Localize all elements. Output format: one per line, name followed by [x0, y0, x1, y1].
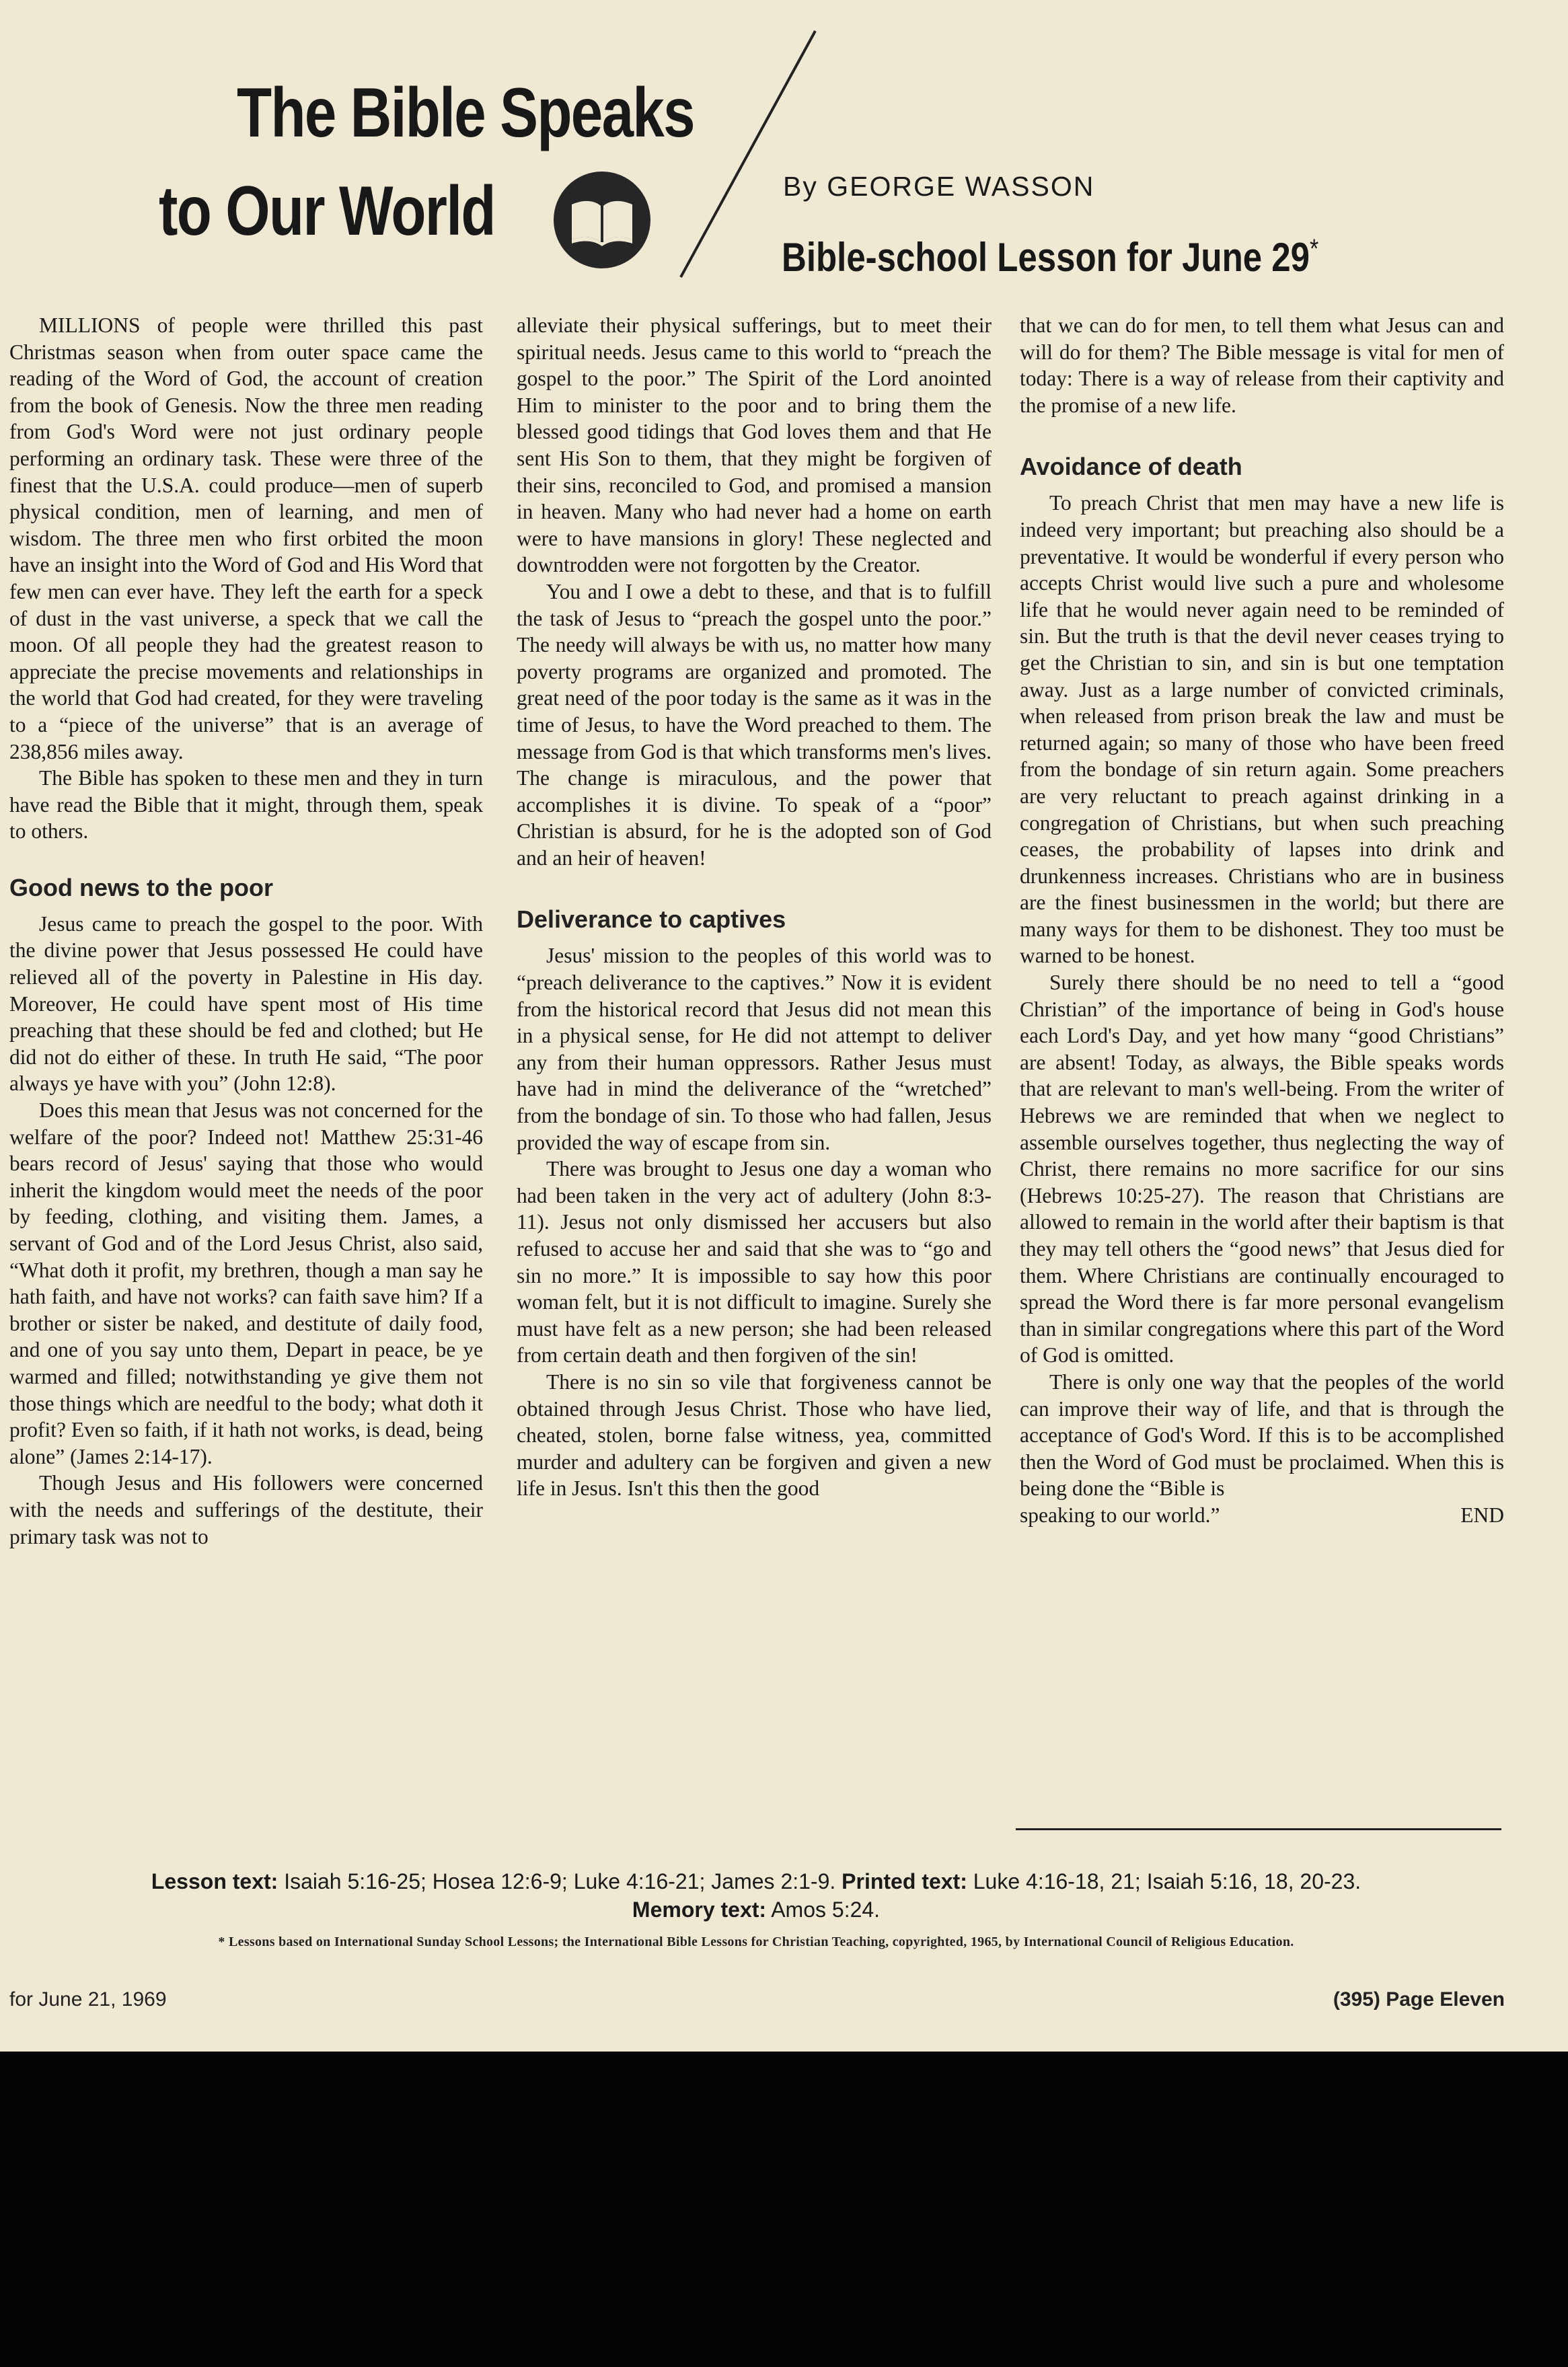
memory-text-refs: Amos 5:24.: [771, 1898, 881, 1922]
paragraph: You and I owe a debt to these, and that is to fulfill the task of Jesus to “preach the gospel unto the poor.” The needy will always be with us, no matter how many poverty programs are organized and promoted. The great need of the poor today is the same as it was in the time of Jesus, to have the Word preached to them. The message from God is that which transforms men's lives. The change is miraculous, and the power that accomplishes it is divine. To speak of a “poor” Christian is absurd, for he is the adopted son of God and an heir of heaven!: [517, 579, 992, 870]
paragraph: Jesus came to preach the gospel to the poor. With the divine power that Jesus possessed He could have relieved all of the poverty in Palestine in His day. Moreover, He could have spent most of His time preaching that these should be fed and clothed; but He did not do either of these. In truth He said, “The poor always ye have with you” (John 12:8).: [9, 911, 483, 1096]
text-column-1: [9, 312, 483, 1550]
open-book-icon: [552, 170, 652, 270]
lesson-references: [9, 1867, 1503, 1924]
closing-text: speaking to our world.”: [1020, 1503, 1220, 1527]
lesson-line-2: [9, 1895, 1503, 1924]
paragraph: To preach Christ that men may have a new life is indeed very important; but preaching also should be a preventative. It would be wonderful if every person who accepts Christ would live such a pure and wholesome life that he would never again need to be reminded of sin. But the truth is that the devil never ceases trying to get the Christian to sin, and sin is but one temptation away. Just as a large number of convicted criminals, when released from prison break the law and must be returned again; so many of those who have been freed from the bondage of sin return again. Some preachers are very reluctant to preach against drinking in a congregation of Christians, but when such preaching ceases, the probability of lapses into drink and drunkenness increases. Christians who are in business are the finest businessmen in the world; but there are many ways for them to be dishonest. They too must be warned to be honest.: [1020, 491, 1504, 968]
section-heading-avoidance: Avoidance of death: [1020, 453, 1242, 481]
lesson-line-1: [9, 1867, 1503, 1895]
paragraph: Does this mean that Jesus was not concerned for the welfare of the poor? Indeed not! Matthew 25:31-46 bears record of Jesus' saying that those who would inherit the kingdom would meet the needs of the poor by feeding, clothing, and visiting them. James, a servant of God and of the Lord Jesus Christ, also said, “What doth it profit, my brethren, though a man say he hath faith, and have not works? can faith save him? If a brother or sister be naked, and destitute of daily food, and one of you say unto them, Depart in peace, be ye warmed and filled; notwithstanding ye give them not those things which are needful to the body; what doth it profit? Even so faith, if it hath not works, is dead, being alone” (James 2:14-17).: [9, 1098, 483, 1468]
paragraph: Jesus' mission to the peoples of this world was to “preach deliverance to the captives.” Now it is evident from the historical record that Jesus did not mean this in a physical sense, for He did not attempt to deliver any from their human oppressors. Rather Jesus must have had in mind the deliverance of the “wretched” from the bondage of sin. To those who had fallen, Jesus provided the way of escape from sin.: [517, 944, 992, 1154]
paragraph: There is no sin so vile that forgiveness cannot be obtained through Jesus Christ. Those who have lied, cheated, stolen, borne false witness, yea, committed murder and adultery can be forgiven and given a new life in Jesus. Isn't this then the good: [517, 1369, 992, 1501]
lesson-heading: [782, 234, 1318, 280]
page-number: (395) Page Eleven: [1333, 1988, 1505, 2011]
printed-text-refs: Luke 4:16-18, 21; Isaiah 5:16, 18, 20-23.: [973, 1869, 1361, 1893]
author-byline: By GEORGE WASSON: [783, 171, 1095, 202]
paragraph: Though Jesus and His followers were concerned with the needs and sufferings of the destitute, their primary task was not to: [9, 1471, 483, 1548]
lesson-text-label: Lesson text:: [151, 1869, 278, 1893]
scan-background: [0, 2052, 1568, 2367]
article-title-line-1: The Bible Speaks: [237, 74, 694, 152]
end-divider: [1016, 1828, 1501, 1830]
text-column-3: [1020, 312, 1504, 1529]
lesson-heading-text: Bible-school Lesson for June 29: [782, 235, 1310, 280]
closing-line: [1020, 1502, 1504, 1529]
paragraph: alleviate their physical sufferings, but to meet their spiritual needs. Jesus came to this world to “preach the gospel to the poor.” The Spirit of the Lord anointed Him to minister to the poor and to bring them the blessed good tidings that God loves them and that He sent His Son to them, that they might be forgiven of their sins, reconciled to God, and promised a mansion in heaven. Many who had never had a home on earth were to have mansions in glory! These neglected and downtrodden were not forgotten by the Creator.: [517, 313, 992, 577]
copyright-footnote: * Lessons based on International Sunday School Lessons; the International Bible Lessons for Christian Teaching, copyrighted, 1965, by International Council of Religious Education.: [218, 1934, 1294, 1949]
lesson-asterisk: *: [1310, 234, 1319, 264]
printed-text-label: Printed text:: [842, 1869, 967, 1893]
section-heading-deliverance: Deliverance to captives: [517, 905, 786, 934]
paragraph: that we can do for men, to tell them what Jesus can and will do for them? The Bible message is vital for men of today: There is a way of release from their captivity and the promise of a new life.: [1020, 313, 1504, 417]
lesson-text-refs: Isaiah 5:16-25; Hosea 12:6-9; Luke 4:16-21; James 2:1-9.: [284, 1869, 836, 1893]
text-column-2: [517, 312, 992, 1502]
paragraph: Surely there should be no need to tell a “good Christian” of the importance of being in God's house each Lord's Day, and yet how many “good Christians” are absent! Today, as always, the Bible speaks words that are relevant to man's well-being. From the writer of Hebrews we are reminded that when we neglect to assemble ourselves together, thus neglecting the way of Christ, there remains no more sacrifice for our sins (Hebrews 10:25-27). The reason that Christians are allowed to remain in the world after their baptism is that they may tell others the “good news” that Jesus died for them. Where Christians are continually encouraged to spread the Word there is far more personal evangelism than in similar congregations where this part of the Word of God is omitted.: [1020, 971, 1504, 1367]
section-heading-good-news: Good news to the poor: [9, 873, 273, 901]
paragraph: There was brought to Jesus one day a woman who had been taken in the very act of adultery (John 8:3-11). Jesus not only dismissed her accusers but also refused to accuse her and said that she was to “go and sin no more.” It is impossible to say how this poor woman felt, but it is not difficult to imagine. Surely she must have felt as a new person; she had been released from certain death and then forgiven of the sin!: [517, 1157, 992, 1367]
memory-text-label: Memory text:: [632, 1898, 767, 1922]
article-title-line-2: to Our World: [159, 172, 495, 250]
issue-date: for June 21, 1969: [9, 1988, 167, 2011]
paragraph: The Bible has spoken to these men and they in turn have read the Bible that it might, through them, speak to others.: [9, 766, 483, 843]
paragraph: MILLIONS of people were thrilled this past Christmas season when from outer space came the reading of the Word of God, the account of creation from the book of Genesis. Now the three men reading from God's Word were not just ordinary people performing an ordinary task. These were three of the finest that the U.S.A. could produce—men of superb physical condition, men of learning, and men of wisdom. The three men who first orbited the moon have an insight into the Word of God and His Word that few men can ever have. They left the earth for a speck of dust in the vast universe, a speck that we call the moon. Of all people they had the greatest reason to appreciate the precise movements and relationships in the world that God had created, for they were traveling to a “piece of the universe” that is an average of 238,856 miles away.: [9, 313, 483, 763]
end-mark: END: [1460, 1503, 1504, 1527]
paragraph: There is only one way that the peoples of the world can improve their way of life, and that is through the acceptance of God's Word. If this is to be accomplished then the Word of God must be proclaimed. When this is being done the “Bible is: [1020, 1369, 1504, 1501]
